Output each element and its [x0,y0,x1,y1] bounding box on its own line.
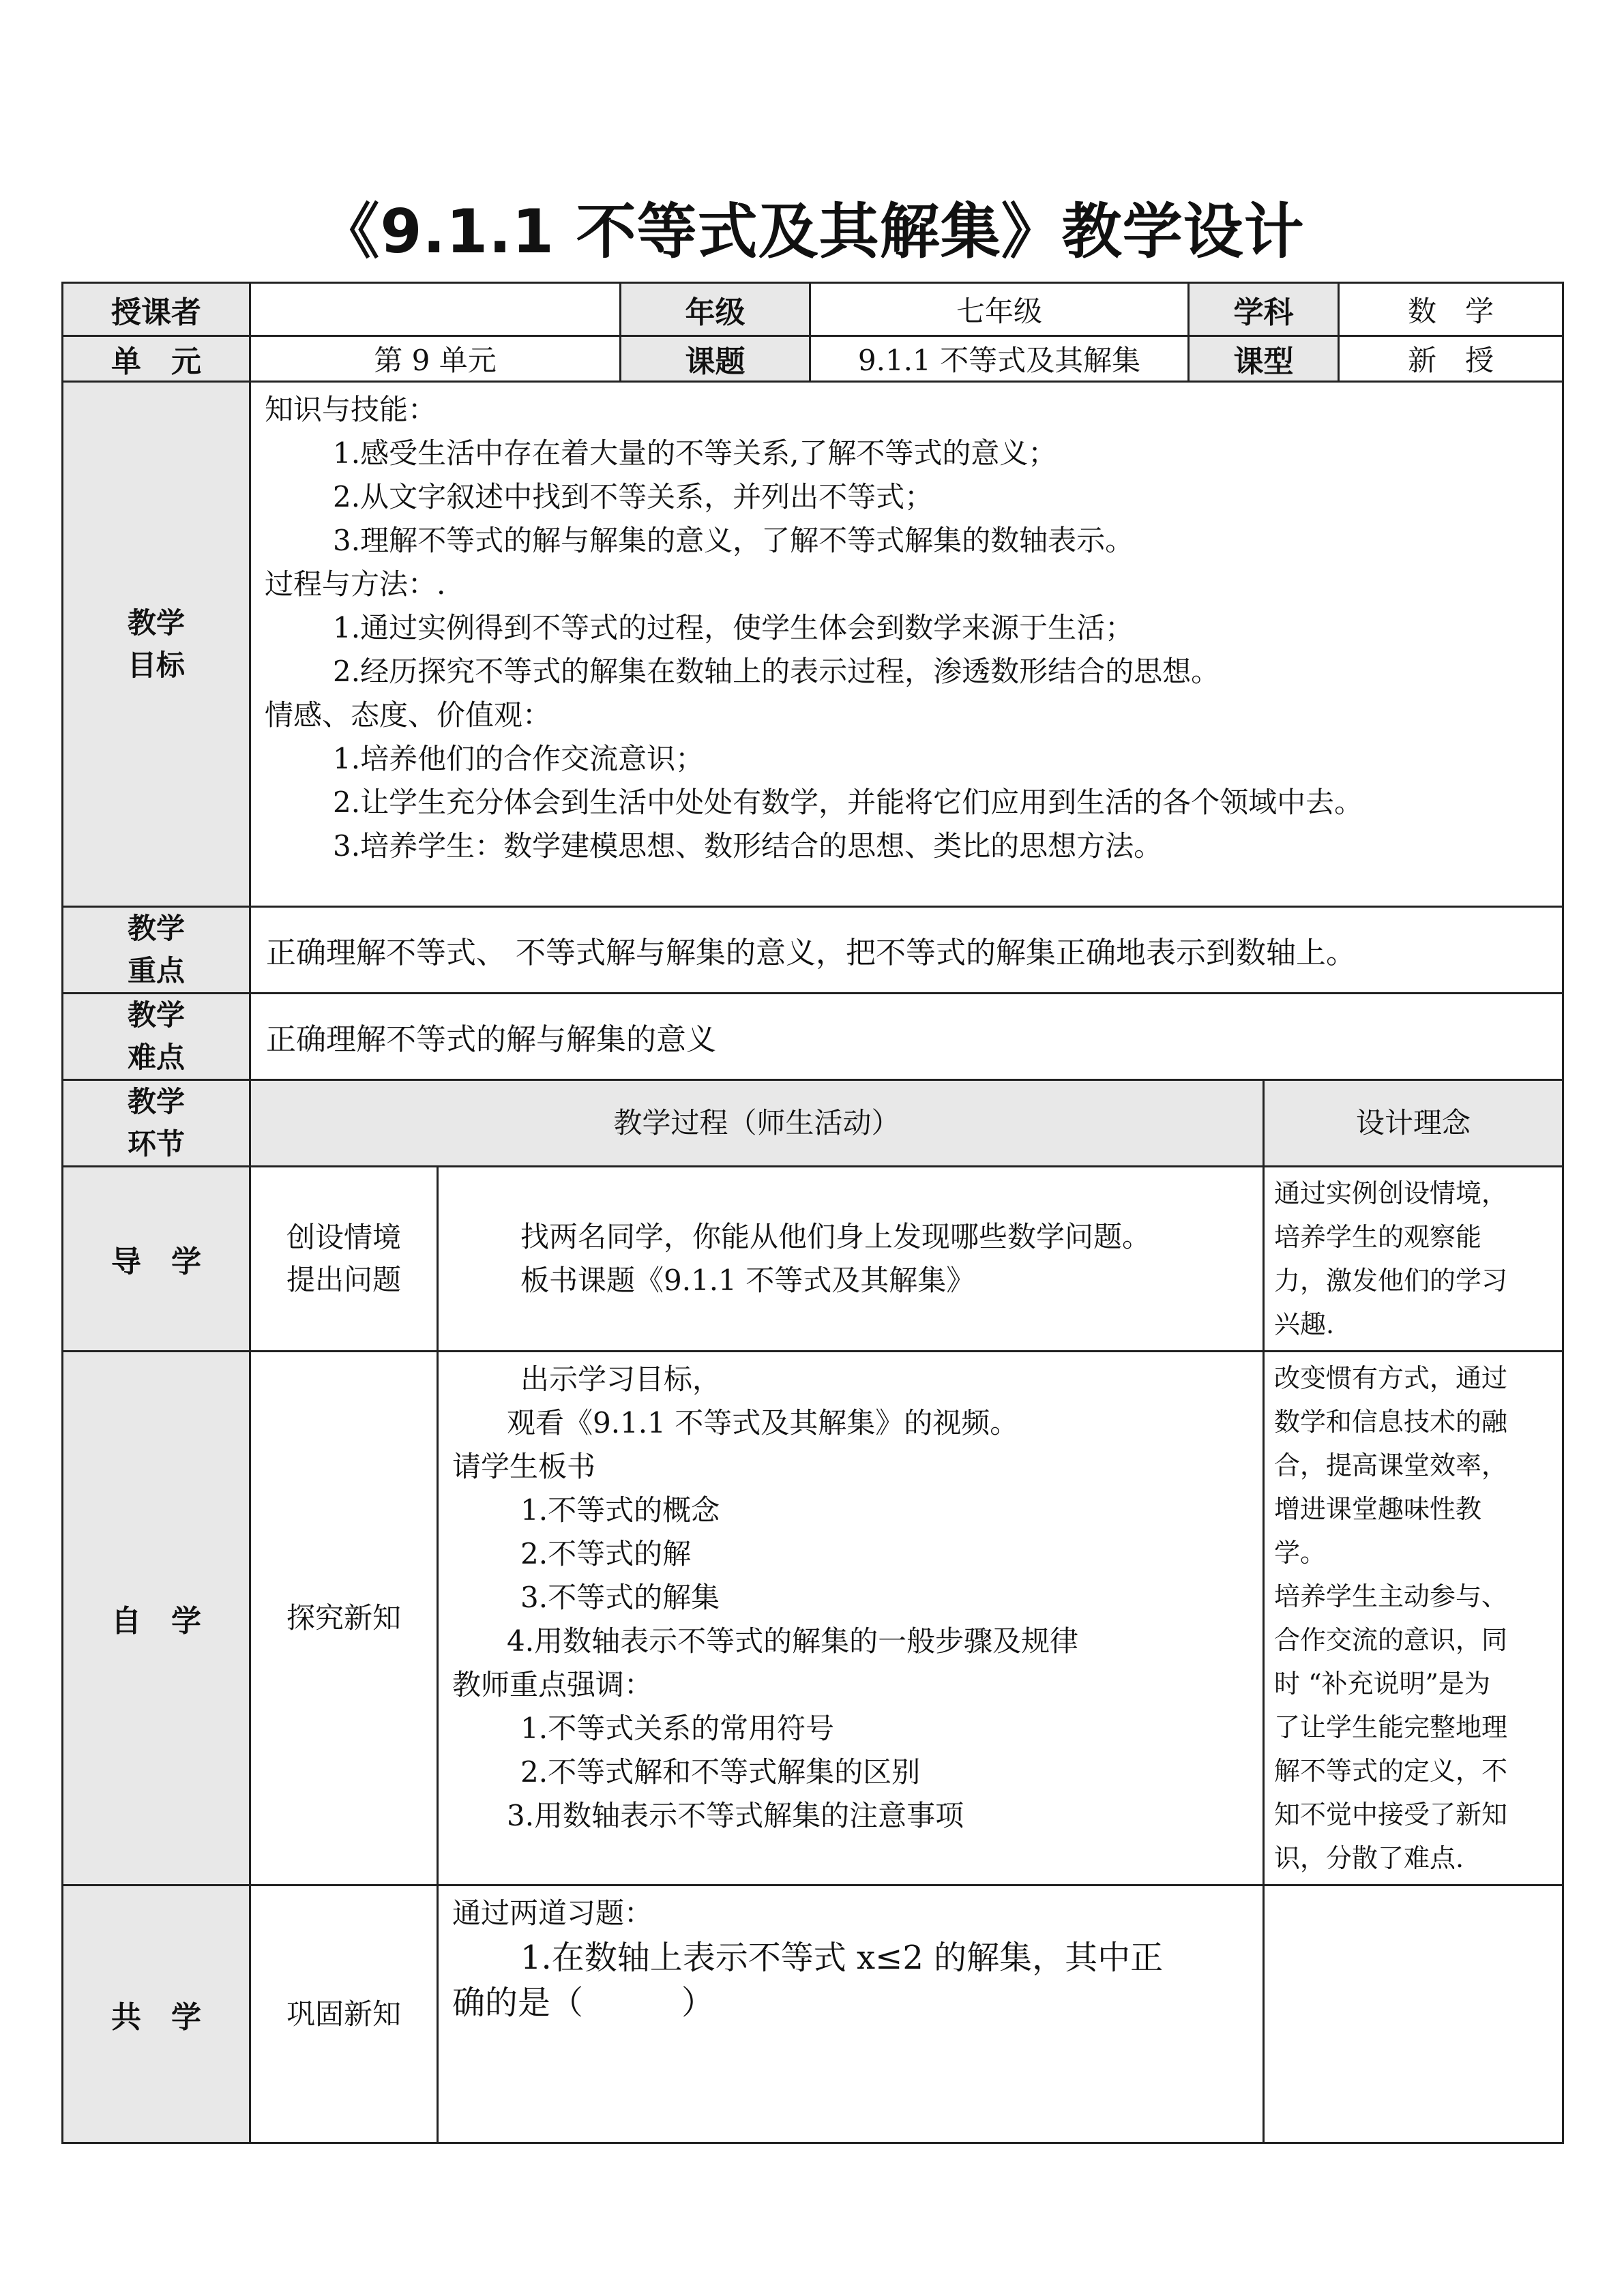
co-study-row [63,1885,1563,2143]
self-study-row [63,1352,1563,1885]
key-points-label: 教学 重点 [63,907,250,994]
guide-content [438,1167,1264,1352]
co-study-line: 1.在数轴上表示不等式 x≤2 的解集，其中正 [520,1939,1164,1977]
self-study-content [438,1352,1264,1885]
self-study-line: 1.不等式的概念 [520,1493,720,1527]
type-label: 课型 [1189,336,1339,382]
stages-label: 教学 环节 [63,1080,250,1167]
objective-line: 3.理解不等式的解与解集的意义，了解不等式解集的数轴表示。 [333,524,1134,557]
teacher-value [250,283,621,336]
self-study-stage: 自 学 [63,1352,250,1885]
guide-line: 找两名同学，你能从他们身上发现哪些数学问题。 [520,1220,1151,1253]
self-study-line: 3.用数轴表示不等式解集的注意事项 [507,1799,964,1832]
type-value: 新 授 [1339,336,1563,382]
header-row-2 [63,336,1563,382]
grade-label: 年级 [621,283,810,336]
difficulties-row [63,994,1563,1080]
self-study-line: 观看《9.1.1 不等式及其解集》的视频。 [507,1406,1019,1440]
topic-label: 课题 [621,336,810,382]
process-header: 教学过程（师生活动） [250,1080,1264,1167]
co-study-substage: 巩固新知 [250,1885,438,2143]
objective-line: 2.从文字叙述中找到不等关系，并列出不等式； [333,480,934,513]
objectives-content [250,382,1563,907]
objective-line: 1.感受生活中存在着大量的不等关系,了解不等式的意义； [333,436,1057,470]
co-study-note [1264,1885,1563,2143]
document-title: 《9.1.1 不等式及其解集》教学设计 [319,196,1305,267]
objectives-label: 教学 目标 [63,382,250,907]
unit-label: 单 元 [63,336,250,382]
objective-line: 2.经历探究不等式的解集在数轴上的表示过程，渗透数形结合的思想。 [333,655,1220,688]
subject-value: 数 学 [1339,283,1563,336]
objectives-row [63,382,1563,907]
self-study-line: 2.不等式的解 [520,1537,692,1570]
stages-header-row [63,1080,1563,1167]
difficulties-text: 正确理解不等式的解与解集的意义 [250,994,1563,1080]
key-points-text: 正确理解不等式、 不等式解与解集的意义，把不等式的解集正确地表示到数轴上。 [250,907,1563,994]
self-study-line: 出示学习目标， [520,1362,722,1396]
self-study-line: 4.用数轴表示不等式的解集的一般步骤及规律 [507,1624,1079,1658]
teacher-label: 授课者 [63,283,250,336]
header-row-1 [63,283,1563,336]
key-points-row [63,907,1563,994]
concept-header: 设计理念 [1264,1080,1563,1167]
guide-note: 通过实例创设情境， 培养学生的观察能 力，激发他们的学习 兴趣. [1264,1167,1563,1352]
co-study-content [438,1885,1264,2143]
objective-line: 1.通过实例得到不等式的过程，使学生体会到数学来源于生活； [333,611,1134,644]
self-study-line: 1.不等式关系的常用符号 [520,1712,835,1745]
guide-substage: 创设情境 提出问题 [250,1167,438,1352]
objective-line: 2.让学生充分体会到生活中处处有数学，并能将它们应用到生活的各个领域中去。 [333,786,1363,819]
unit-value: 第 9 单元 [250,336,621,382]
objective-line: 1.培养他们的合作交流意识； [333,742,705,775]
self-study-substage: 探究新知 [250,1352,438,1885]
grade-value: 七年级 [810,283,1189,336]
co-study-line: 确的是（ ） [452,1984,715,2022]
self-study-line: 教师重点强调： [452,1668,653,1701]
guide-line: 板书课题《9.1.1 不等式及其解集》 [520,1264,975,1297]
lesson-plan-table [61,282,1564,2144]
topic-value: 9.1.1 不等式及其解集 [810,336,1189,382]
co-study-stage: 共 学 [63,1885,250,2143]
subject-label: 学科 [1189,283,1339,336]
objective-line: 知识与技能： [265,393,437,426]
self-study-line: 请学生板书 [452,1450,596,1483]
self-study-line: 3.不等式的解集 [520,1581,720,1614]
objective-line: 过程与方法：. [265,567,446,601]
self-study-line: 2.不等式解和不等式解集的区别 [520,1755,921,1789]
self-study-note: 改变惯有方式，通过 数学和信息技术的融 合，提高课堂效率， 增进课堂趣味性教 学。 培养学生主动参与、 合作交流的意识，同 时 “补充说明”是为 了让学生能完整地理 解不等式的定义，不 知不觉中接受了新知 识，分散了难点. [1264,1352,1563,1885]
guide-row [63,1167,1563,1352]
co-study-line: 通过两道习题： [452,1896,653,1930]
guide-stage: 导 学 [63,1167,250,1352]
objective-line: 情感、态度、价值观： [265,698,552,732]
difficulties-label: 教学 难点 [63,994,250,1080]
objective-line: 3.培养学生：数学建模思想、数形结合的思想、类比的思想方法。 [333,829,1163,863]
